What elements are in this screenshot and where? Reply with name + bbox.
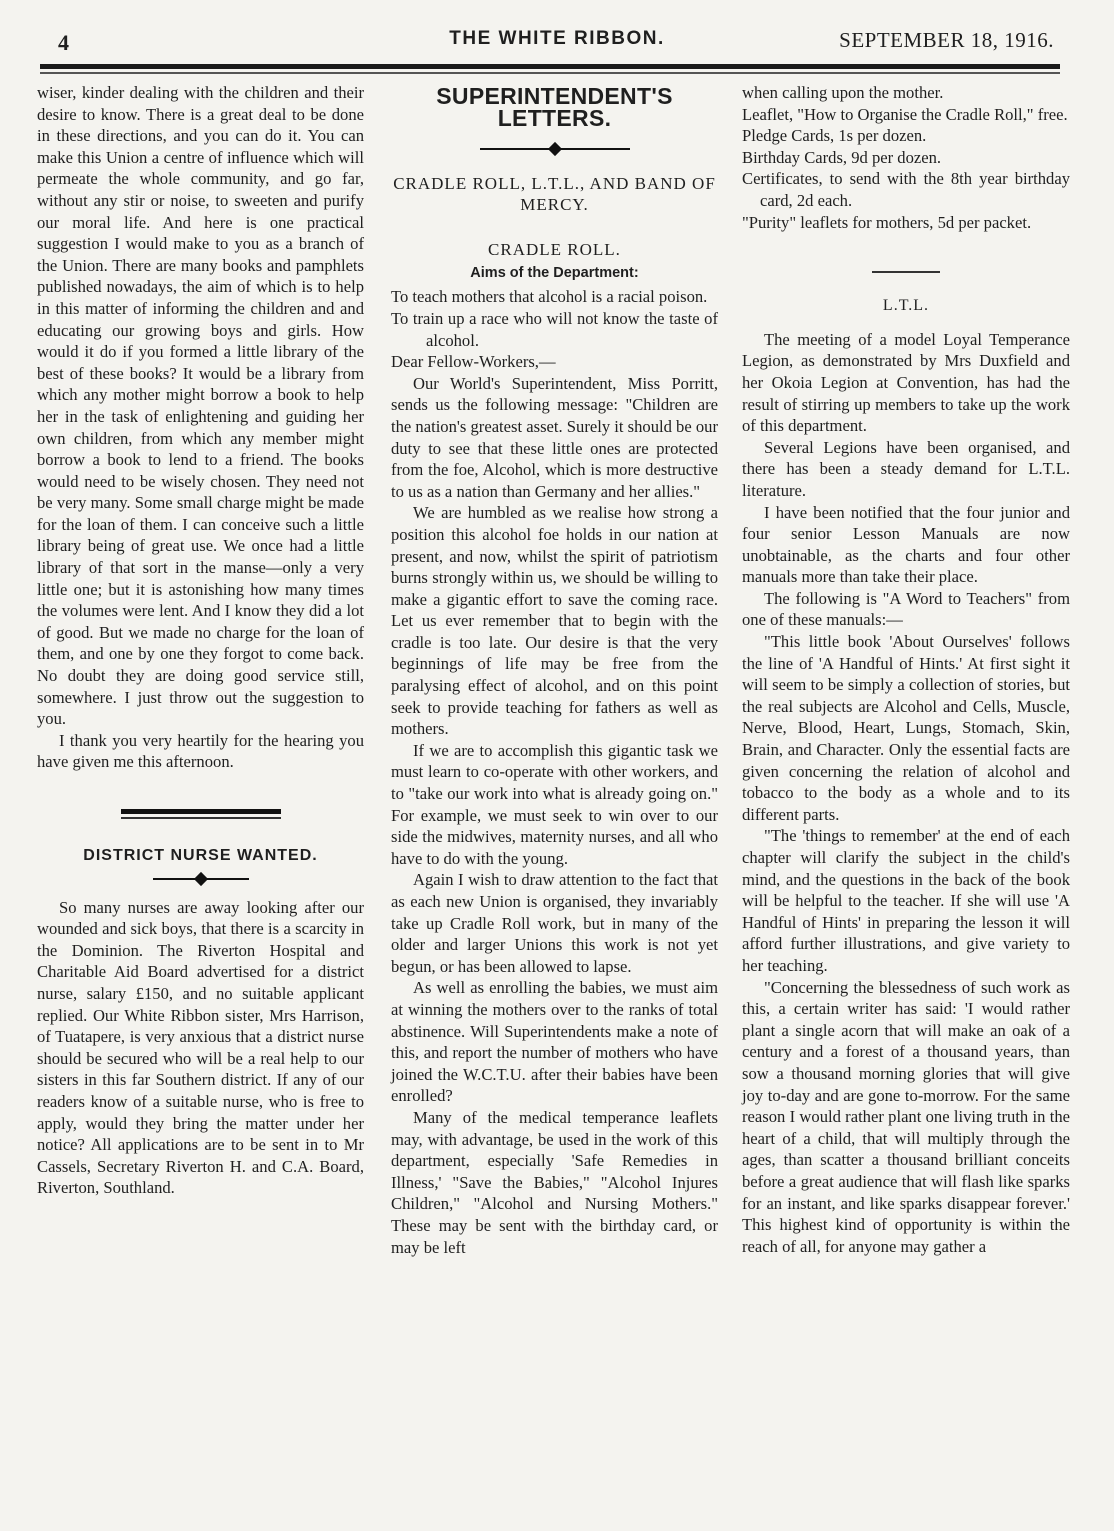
list-item: Pledge Cards, 1s per dozen. <box>742 126 927 146</box>
header-rule-thin <box>40 72 1060 74</box>
header-rule <box>40 64 1060 69</box>
section-divider <box>121 809 281 819</box>
body-paragraph: I have been notified that the four junior and four senior Lesson Manuals are now unobtainable, as the charts and four other manuals more than take their place. <box>742 502 1070 587</box>
list-item: Leaflet, "How to Organise the Cradle Roll," free. <box>742 104 1068 124</box>
section-heading: CRADLE ROLL. <box>488 240 621 260</box>
nurse-heading: DISTRICT NURSE WANTED. <box>83 847 318 864</box>
masthead-title: THE WHITE RIBBON. <box>449 28 665 49</box>
section-heading: L.T.L. <box>882 297 930 315</box>
body-paragraph: Many of the medical temperance leaflets may, with advantage, be used in the work of this department, especially 'Safe Remedies in Illness,' "Save the Babies," "Alcohol Injures Children," "Alcohol and Nursing Mothers." These may be sent with the birthday card, or may be left <box>391 1107 718 1257</box>
article-title: SUPERINTENDENT'S LETTERS. <box>436 83 673 131</box>
salutation: Dear Fellow-Workers,— <box>391 352 556 372</box>
body-paragraph: "Concerning the blessedness of such work as this, a certain writer has said: 'I would rather plant a single acorn that will make an oak of a century and a forest of a thousand years, than sow a thousand morning glories that will give joy to-day and are gone to-morrow. For the same reason I would rather plant one living truth in the heart of a child, that will multiply through the ages, than scatter a thousand brilliant conceits before a great audience that will flash like sparks for an instant, and like sparks disappear forever.' This highest kind of opportunity is within the reach of all, for anyone may gather a <box>742 977 1070 1256</box>
nurse-paragraph: So many nurses are away looking after our wounded and sick boys, that there is a scarcity in the Dominion. The Riverton Hospital and Charitable Aid Board advertised for a district nurse, salary £150, and no suitable applicant replied. Our White Ribbon sister, Mrs Harrison, of Tuatapere, is very anxious that a district nurse should be secured who will be a real help to our sisters in this far Southern district. If any of our readers know of a suitable nurse, who is free to apply, would they bring the matter under her notice? All applications are to be sent in to Mr Cassels, Secretary Riverton H. and C.A. Board, Riverton, Southland. <box>37 897 364 1198</box>
heading-ornament <box>153 873 249 885</box>
page-number: 4 <box>58 30 69 55</box>
list-item: "Purity" leaflets for mothers, 5d per packet. <box>742 212 1032 232</box>
article-subtitle: CRADLE ROLL, L.T.L., AND BAND OF MERCY. <box>393 174 716 215</box>
body-paragraph: The meeting of a model Loyal Temperance Legion, as demonstrated by Mrs Duxfield and her Okoia Legion at Convention, has had the result of stirring up members to take up the work of this department. <box>742 329 1070 436</box>
column-left <box>37 82 364 1199</box>
body-paragraph: If we are to accomplish this gigantic task we must learn to co-operate with other workers, and to "take our work into what is already going on." For example, we must seek to win over to our side the midwives, maternity nurses, and all who have to do with the young. <box>391 740 718 868</box>
body-paragraph: Several Legions have been organised, and there has been a steady demand for L.T.L. literature. <box>742 437 1070 500</box>
body-paragraph: "This little book 'About Ourselves' follows the line of 'A Handful of Hints.' At first sight it will seem to be simply a collection of stories, but the real subjects are Alcohol and Cells, Muscle, Nerve, Blood, Heart, Lungs, Stomach, Skin, Brain, and Character. Only the essential facts are given concerning the relation of alcohol and tobacco to the body as a whole and to its different parts. <box>742 632 1070 824</box>
body-paragraph: Again I wish to draw attention to the fact that as each new Union is organised, they invariably take up Cradle Roll work, but in many of the older and larger Unions this work is not yet begun, or has been allowed to lapse. <box>391 870 718 976</box>
aim-item: To teach mothers that alcohol is a racial poison. <box>391 287 708 307</box>
body-paragraph: Our World's Superintendent, Miss Porritt, sends us the following message: "Children are the nation's greatest asset. Surely it should be our duty to see that these little ones are protected from the foe, Alcohol, which is more destructive to us as a nation than Germany and her allies." <box>391 373 718 501</box>
body-paragraph: The following is "A Word to Teachers" from one of these manuals:— <box>742 588 1070 630</box>
issue-date: SEPTEMBER 18, 1916. <box>839 28 1054 52</box>
body-paragraph: I thank you very heartily for the hearing you have given me this afternoon. <box>37 730 364 772</box>
list-item: Certificates, to send with the 8th year birthday card, 2d each. <box>742 169 1070 210</box>
body-paragraph: "The 'things to remember' at the end of each chapter will clarify the subject in the child's mind, and the questions in the back of the book will be helpful to the teacher. If she will use 'A Handful of Hints' in preparing the lesson it will afford further illustrations, and give variety to her teaching. <box>742 826 1070 975</box>
body-paragraph: We are humbled as we realise how strong a position this alcohol foe holds in our nation at present, and now, whilst the spirit of patriotism burns strongly within us, we should be willing to make a gigantic effort to save the coming race. Let us ever remember that to begin with the cradle is too late. Our desire is that the very beginnings of life may be free from the paralysing effect of alcohol, and on this point seek to provide teaching for fathers as well as mothers. <box>391 503 718 739</box>
column-middle <box>391 82 718 1258</box>
list-item: Birthday Cards, 9d per dozen. <box>742 147 942 167</box>
body-paragraph: As well as enrolling the babies, we must aim at winning the mothers over to the ranks of total abstinence. Will Superintendents make a note of this, and report the number of mothers who have joined the W.C.T.U. after their babies have been enrolled? <box>391 978 718 1106</box>
title-ornament <box>480 143 630 155</box>
aim-item: To train up a race who will not know the taste of alcohol. <box>391 308 718 350</box>
body-paragraph: when calling upon the mother. <box>742 83 944 102</box>
body-paragraph: wiser, kinder dealing with the children and their desire to know. There is a great deal to be done in these directions, and you can do it. You can make this Union a centre of influence which will permeate the whole community, and go far, without any stir or noise, to sweeten and purify our moral life. And here is one practical suggestion I would make to you as a branch of the Union. There are many books and pamphlets published nowadays, the aim of which is to help in this matter of informing the children and and educating our growing boys and girls. How would it do if you formed a little library of the best of these books? It would be a library from which any mother might borrow a book to help her in the task of enlightening and guiding her own children, from which any member might borrow a book to lend to a friend. The books would need to be wisely chosen. They need not be very many. Some small charge might be made for the loan of them. I can conceive such a little library being of great use. We once had a little library of that sort in the manse—only a very little one; but it is astonishing how many times the volumes were lent. And I know they did a lot of good. But we made no charge for the loan of them, and one by one they forgot to come back. No doubt they are doing good service still, somewhere. I just throw out the suggestion to you. <box>37 83 364 729</box>
column-right <box>742 82 1070 1257</box>
aims-heading: Aims of the Department: <box>470 264 639 281</box>
section-divider <box>872 271 940 273</box>
page-header <box>0 0 1114 80</box>
